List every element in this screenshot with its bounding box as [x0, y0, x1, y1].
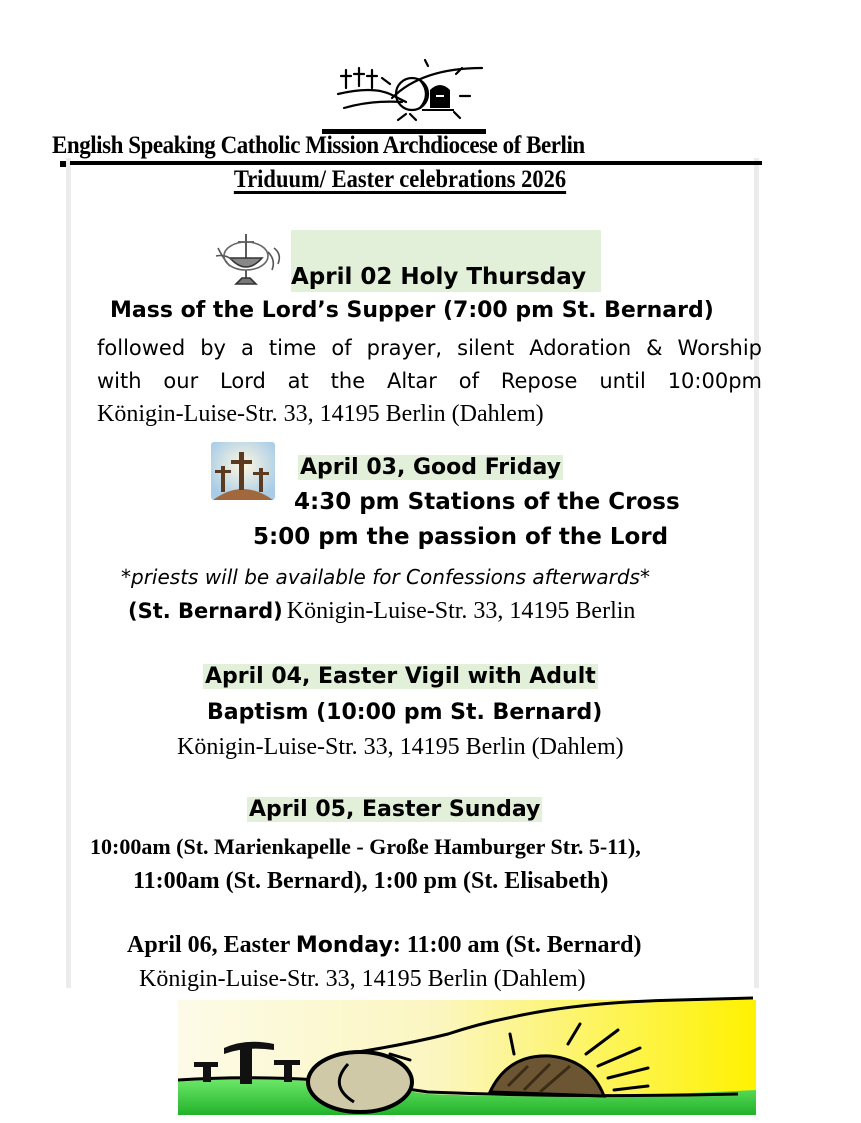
good-friday-stations-line — [294, 489, 680, 515]
address-text: Königin-Luise-Str. 33, 14195 Berlin (Dahlem) — [177, 734, 624, 760]
holy-thursday-adoration-line — [97, 336, 762, 360]
holy-thursday-mass-line — [110, 298, 714, 323]
event-heading-text: April 04, Easter Vigil with Adult — [205, 664, 596, 689]
event-heading-text: April 05, Easter Sunday — [249, 797, 541, 822]
address-text: Königin-Luise-Str. 33, 14195 Berlin — [286, 598, 636, 624]
chalice-cross-icon — [212, 230, 290, 288]
holy-thursday-repose-line — [97, 369, 762, 393]
event-line-text: *priests will be available for Confessions afterwards* — [121, 565, 650, 589]
event-line-text: 10:00am (St. Marienkapelle - Große Hamburger Str. 5-11), — [90, 834, 641, 859]
frame-right-border — [754, 158, 759, 988]
empty-tomb-sunrise-illustration — [178, 994, 756, 1115]
event-line-text: followed by a time of prayer, silent Adoration & Worship — [97, 336, 762, 360]
easter-sunday-times-line-2 — [133, 868, 608, 895]
frame-left-border — [66, 158, 71, 988]
good-friday-passion-line — [253, 524, 668, 550]
three-crosses-icon — [209, 440, 277, 502]
title-line-2: Triduum/ Easter celebrations 2026 — [233, 166, 567, 193]
good-friday-heading — [298, 455, 563, 480]
easter-monday-heading — [127, 932, 641, 959]
title-line-1: English Speaking Catholic Mission Archdiocese of Berlin — [52, 132, 585, 159]
location-name: (St. Bernard) — [128, 599, 283, 623]
event-line-text: Baptism (10:00 pm St. Bernard) — [207, 700, 603, 725]
event-line-text: with our Lord at the Altar of Repose until 10:00pm — [97, 369, 762, 393]
title-underline-rule — [70, 161, 762, 165]
easter-vigil-address — [177, 734, 624, 761]
event-line-text: 4:30 pm Stations of the Cross — [294, 489, 680, 515]
event-heading-text: Monday — [295, 933, 393, 958]
holy-thursday-address — [97, 401, 544, 428]
address-text: Königin-Luise-Str. 33, 14195 Berlin (Dahlem) — [97, 401, 544, 427]
easter-sunday-times-line-1 — [90, 834, 641, 860]
holy-thursday-heading — [291, 264, 586, 290]
page-title — [52, 132, 705, 160]
event-heading-text: April 03, Good Friday — [300, 455, 561, 480]
easter-sunday-heading — [247, 797, 542, 822]
event-line-text: Mass of the Lord’s Supper (7:00 pm St. Bernard) — [110, 298, 714, 323]
good-friday-confessions-note — [121, 565, 650, 589]
event-line-text: 11:00am (St. Bernard), 1:00 pm (St. Elisabeth) — [133, 868, 609, 894]
event-heading-text: April 06, Easter — [127, 932, 296, 958]
good-friday-location-line — [128, 598, 635, 625]
easter-monday-address — [139, 966, 586, 993]
easter-vigil-baptism-line — [207, 700, 602, 725]
event-heading-text: : 11:00 am (St. Bernard) — [392, 932, 642, 958]
empty-tomb-sketch-icon — [332, 58, 492, 124]
page-subtitle — [40, 166, 760, 194]
easter-vigil-heading — [203, 664, 598, 689]
event-line-text: 5:00 pm the passion of the Lord — [253, 524, 669, 550]
event-heading-text: April 02 Holy Thursday — [291, 264, 587, 290]
address-text: Königin-Luise-Str. 33, 14195 Berlin (Dahlem) — [139, 966, 586, 992]
